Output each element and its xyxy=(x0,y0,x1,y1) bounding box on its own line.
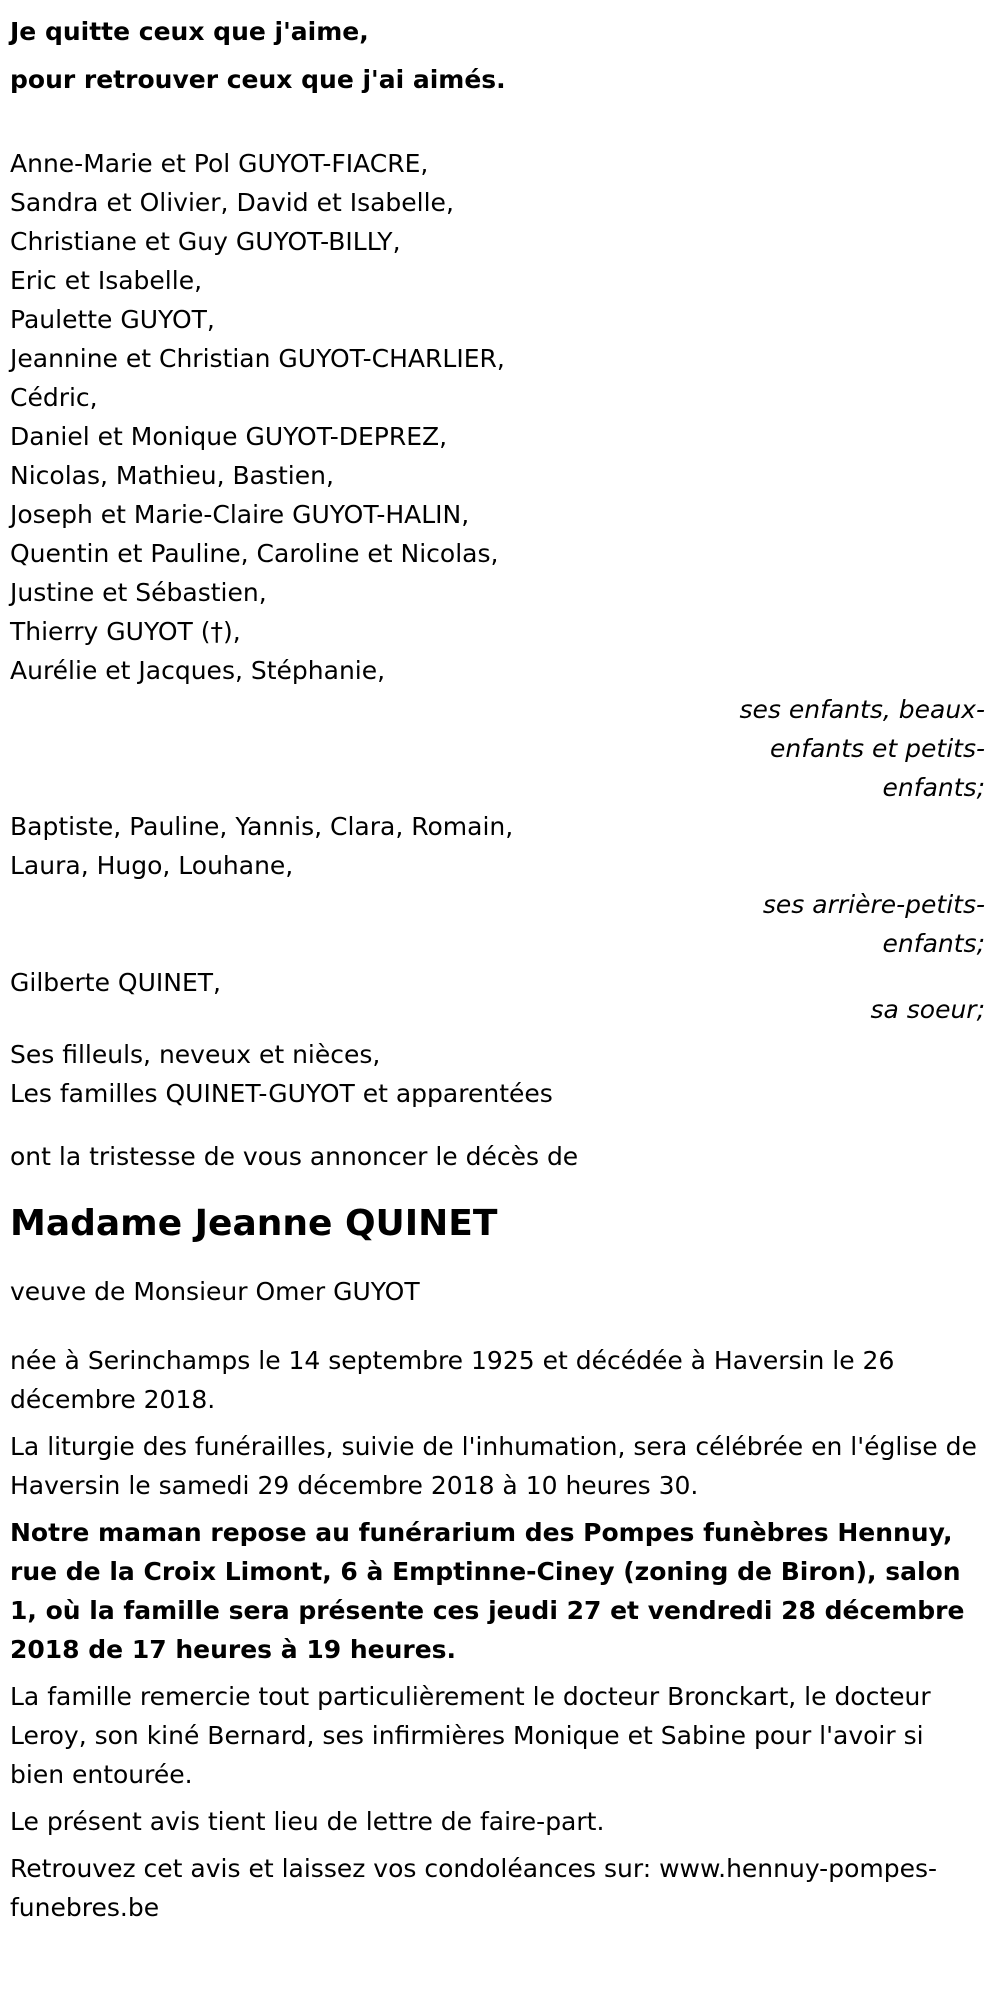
thanks-text: La famille remercie tout particulièrement le docteur Bronckart, le docteur Leroy, son kiné Bernard, ses infirmières Monique et Sabine pour l'avoir si bien entourée. xyxy=(10,1682,931,1789)
role-line: ses enfants, beaux- xyxy=(739,695,985,724)
sister-name: Gilberte QUINET, xyxy=(10,968,221,997)
family-line: Laura, Hugo, Louhane, xyxy=(10,851,294,880)
family-line: Quentin et Pauline, Caroline et Nicolas, xyxy=(10,539,499,568)
family-line: Nicolas, Mathieu, Bastien, xyxy=(10,461,334,490)
motto-line-1: Je quitte ceux que j'aime, xyxy=(10,17,369,46)
family-line: Eric et Isabelle, xyxy=(10,266,203,295)
family-line: Daniel et Monique GUYOT-DEPREZ, xyxy=(10,422,448,451)
role-line: enfants; xyxy=(882,929,985,958)
family-line: Jeannine et Christian GUYOT-CHARLIER, xyxy=(10,344,505,373)
family-line: Cédric, xyxy=(10,383,98,412)
condolences-text: Retrouvez cet avis et laissez vos condoléances sur: www.hennuy-pompes-funebres.be xyxy=(10,1854,938,1922)
great-grandchildren-list xyxy=(10,807,990,885)
children-list xyxy=(10,144,990,690)
role-children xyxy=(10,690,990,807)
family-line: Aurélie et Jacques, Stéphanie, xyxy=(10,656,386,685)
deceased-name: Madame Jeanne QUINET xyxy=(10,1203,498,1244)
others-list xyxy=(10,1035,990,1113)
family-line: Anne-Marie et Pol GUYOT-FIACRE, xyxy=(10,149,429,178)
family-line: Justine et Sébastien, xyxy=(10,578,267,607)
role-great-grandchildren xyxy=(10,885,990,963)
liturgy-text: La liturgie des funérailles, suivie de l'inhumation, sera célébrée en l'église de Haversin le samedi 29 décembre 2018 à 10 heures 30. xyxy=(10,1432,977,1500)
announcement-text: ont la tristesse de vous annoncer le décès de xyxy=(10,1142,579,1171)
family-line: Joseph et Marie-Claire GUYOT-HALIN, xyxy=(10,500,470,529)
family-line: Thierry GUYOT (†), xyxy=(10,617,241,646)
motto xyxy=(10,8,990,104)
role-sister: sa soeur; xyxy=(870,995,985,1024)
family-line: Les familles QUINET-GUYOT et apparentées xyxy=(10,1079,553,1108)
family-line: Christiane et Guy GUYOT-BILLY, xyxy=(10,227,401,256)
role-line: enfants; xyxy=(882,773,985,802)
funerarium-text: Notre maman repose au funérarium des Pompes funèbres Hennuy, rue de la Croix Limont, 6 à Emptinne-Ciney (zoning de Biron), salon 1, où la famille sera présente ces jeudi 27 et vendredi 28 décembre 2018 de 17 heures à 19 heures. xyxy=(10,1518,965,1664)
family-line: Ses filleuls, neveux et nièces, xyxy=(10,1040,381,1069)
family-line: Paulette GUYOT, xyxy=(10,305,215,334)
family-line: Sandra et Olivier, David et Isabelle, xyxy=(10,188,454,217)
widow-of-text: veuve de Monsieur Omer GUYOT xyxy=(10,1277,420,1306)
role-line: enfants et petits- xyxy=(770,734,985,763)
family-line: Baptiste, Pauline, Yannis, Clara, Romain, xyxy=(10,812,514,841)
motto-line-2: pour retrouver ceux que j'ai aimés. xyxy=(10,65,506,94)
role-line: ses arrière-petits- xyxy=(762,890,985,919)
notice-text: Le présent avis tient lieu de lettre de faire-part. xyxy=(10,1807,605,1836)
birth-death-text: née à Serinchamps le 14 septembre 1925 et décédée à Haversin le 26 décembre 2018. xyxy=(10,1346,895,1414)
